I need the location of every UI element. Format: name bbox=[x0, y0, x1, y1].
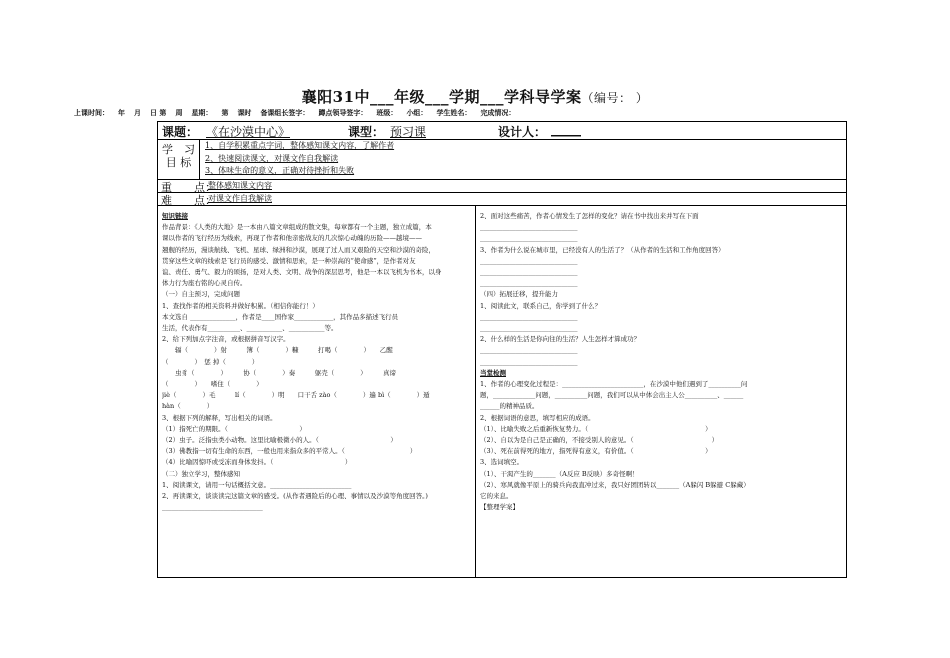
meta-field: 日 第 bbox=[150, 108, 167, 117]
text-line: （2）、自以为是自己是正确的，不接受别人的意见。（ ） bbox=[480, 436, 719, 445]
text-line: _______________________________ bbox=[162, 503, 263, 512]
text-line: 2、再读课文，谈谈读完这篇文章的感受。(从作者遇险后的心理、事情以及沙漠等角度回答。) bbox=[162, 492, 428, 501]
text-line: hàn（ ） bbox=[162, 402, 214, 411]
text-line: （ ） 嗜住（ ） bbox=[162, 380, 263, 389]
text-line: ______________________________ bbox=[480, 256, 578, 265]
text-line: （二）独立学习，整体感知 bbox=[162, 469, 240, 478]
goal-item: 1、自学积累重点字词，整体感知课文内容，了解作者 bbox=[205, 141, 395, 150]
text-line: 生活，代表作有__________、___________、___________等。 bbox=[162, 324, 338, 333]
text-line: 3、根据下列的解释，写出相关的词语。 bbox=[162, 413, 277, 422]
key-point-row bbox=[158, 179, 846, 193]
text-line: 贯穿这些文章的线索是飞行员的感受、激情和思索，是一种崇高的“使命感”，是作者对友 bbox=[162, 256, 416, 265]
text-line: 2、给下列加点字注音，或根据拼音写汉字。 bbox=[162, 335, 290, 344]
meta-field: 课时 bbox=[237, 108, 252, 117]
type-value: 预习课 bbox=[390, 125, 427, 139]
text-line: 2、面对这些痛苦，作者心情发生了怎样的变化？请在书中找出来并写在下面 bbox=[480, 212, 699, 220]
text-line: （四）拓展迁移，提升能力 bbox=[480, 290, 558, 299]
goals-list bbox=[205, 140, 394, 178]
meta-field: 月 bbox=[134, 108, 141, 117]
topic-row bbox=[158, 122, 846, 140]
title-text: 襄阳31中___年级___学期___学科导学案 bbox=[301, 88, 582, 106]
meta-field: 学生姓名： bbox=[436, 108, 472, 117]
meta-field: 上课时间： bbox=[74, 108, 109, 117]
text-line: （2）、寒风就像平原上的骑兵向我直冲过来，我只好团团转以_______（A躲闪 B躲避 C躲藏） bbox=[480, 480, 750, 489]
text-line: ______________________________ bbox=[480, 346, 578, 355]
meta-field: 完成情况： bbox=[480, 108, 516, 117]
text-line: ______________________________ bbox=[480, 312, 578, 321]
text-line: 辐（ ）射 簿（ ）糠 打喝（ ） 乙醒 bbox=[162, 346, 393, 355]
text-line: （3）佛教指一切有生命的东西，一般也用来指众多的平常人。（ ） bbox=[162, 447, 417, 456]
text-line: 当堂检测 bbox=[480, 368, 506, 377]
text-line: jiè（ ）毛 lí（ ）明 口干舌 zào（ ）遍 bì（ ）遁 bbox=[162, 391, 430, 400]
text-line: 它的来息。 bbox=[480, 492, 513, 501]
meta-field: 蹲点领导签字： bbox=[318, 108, 368, 117]
text-line: （4）比喻因惊吓或受冻而身体发抖。（ ） bbox=[162, 458, 352, 467]
text-line: （2）虫子。泛指虫类小动物。这里比喻极微小的人。（ ） bbox=[162, 436, 397, 445]
goal-item: 3、体味生命的意义，正确对待挫折和失败 bbox=[205, 166, 355, 175]
difficulty-label: 难 点： bbox=[161, 194, 216, 207]
text-line: 1、阅读此文，联系自己，你学到了什么？ bbox=[480, 301, 602, 310]
text-line: 3、选词填空。 bbox=[480, 458, 524, 467]
text-line: 3、作者为什么说在城市里，已经没有人的生活了？（从作者的生活和工作角度回答） bbox=[480, 245, 725, 254]
meta-field: 周 bbox=[175, 108, 183, 117]
designer-label: 设计人： bbox=[498, 125, 547, 139]
text-line: ______________________________ bbox=[480, 357, 578, 366]
difficulty-row bbox=[158, 192, 846, 206]
topic-label: 课题： bbox=[162, 125, 199, 139]
text-line: （3）、死在前得死的地方，指死得有意义，有价值。（ ） bbox=[480, 447, 712, 456]
text-line: 1、阅读课文，请用一句话概括文意。_________________________ bbox=[162, 480, 352, 489]
meta-field: 备课组长签字： bbox=[260, 108, 310, 117]
goals-label: 学 习 目 标 bbox=[158, 139, 200, 179]
text-line: 虫豸（ ） 协（ ）奏 躯壳（ ） 真谛 bbox=[162, 368, 396, 377]
text-line: 2、根据词语的意思，填写相应的成语。 bbox=[480, 413, 595, 422]
meta-field: 年 bbox=[118, 108, 125, 117]
text-line: （ ） 惩 掉（ ） bbox=[162, 357, 259, 366]
text-line: 1、查找作者的相关资料并做好积累。（相信你能行！） bbox=[162, 301, 319, 310]
key-label: 重 点： bbox=[161, 181, 216, 194]
text-line: （一）自主预习，完成问题 bbox=[162, 290, 240, 299]
title-number: （编号： ） bbox=[581, 91, 649, 105]
designer-value: _____ bbox=[551, 123, 581, 137]
text-line: ______________________________ bbox=[480, 223, 578, 232]
document-title bbox=[0, 86, 950, 107]
meta-field: 星期： bbox=[191, 108, 213, 117]
difficulty-value: 对课文作自我解读 bbox=[208, 194, 272, 203]
text-line: 【整理学案】 bbox=[480, 503, 519, 512]
goal-item: 2、快速阅读课文，对课文作自我解读 bbox=[205, 153, 339, 163]
right-column bbox=[476, 206, 846, 577]
text-line: 题，_____________问题，__________问题，我们可以从中体会出主人公__________、______ bbox=[480, 391, 744, 400]
text-line: 课以作者的飞行经历为线索，再现了作者和他亲密战友的几次惊心动魄的历险——越境—— bbox=[162, 234, 422, 243]
text-line: （1）、比喻失败之后重新恢复势力。（ ） bbox=[480, 424, 712, 433]
text-line: 翘舰的经历，漫谈航线、飞机、星球、绿洲和沙漠，展现了过人而又艰险的天空和沙漠的奇险， bbox=[162, 245, 435, 254]
text-line: 本文选自 ______________，作者是____国作家____________，其作品多描述飞行员 bbox=[162, 312, 399, 321]
goals-row bbox=[158, 139, 846, 180]
key-value: 整体感知课文内容 bbox=[208, 181, 272, 190]
worksheet-frame bbox=[157, 121, 847, 578]
type-label: 课型： bbox=[348, 125, 385, 139]
topic-value: 《在沙漠中心》 bbox=[206, 125, 291, 139]
text-line: ______________________________ bbox=[480, 324, 578, 333]
meta-field: 小组： bbox=[406, 108, 428, 117]
text-line: 体力行为座右铭的心灵自传。 bbox=[162, 279, 247, 288]
text-line: ______________________________ bbox=[480, 279, 578, 288]
meta-field: 第 bbox=[221, 108, 229, 117]
meta-line bbox=[74, 108, 894, 118]
text-line: ______的精神品质。 bbox=[480, 402, 539, 411]
left-column bbox=[158, 206, 476, 577]
text-line: （1）指死亡的期限。（ ） bbox=[162, 424, 306, 433]
text-line: ______________________________ bbox=[480, 268, 578, 277]
text-line: 知识链接 bbox=[162, 212, 188, 220]
text-line: 谊、责任、勇气、毅力的颂扬，是对人类、文明、战争的深层思考，他是一本以飞机为书本，以身 bbox=[162, 268, 442, 277]
text-line: 1、作者的心理变化过程是：_________________________，在沙漠中他们遇到了__________问 bbox=[480, 380, 748, 389]
text-line: 2、什么样的生活是你向往的生活？人生怎样才算成功？ bbox=[480, 335, 641, 344]
meta-field: 班级： bbox=[376, 108, 398, 117]
text-line: ______________________________ bbox=[480, 234, 578, 243]
text-line: 作品背景：《人类的大地》是一本由八篇文章组成的散文集，每章都有一个主题，独立成篇，本 bbox=[162, 223, 432, 232]
text-line: （1）、干渴产生的_______（A反应 B反映）多奇怪啊！ bbox=[480, 469, 639, 478]
